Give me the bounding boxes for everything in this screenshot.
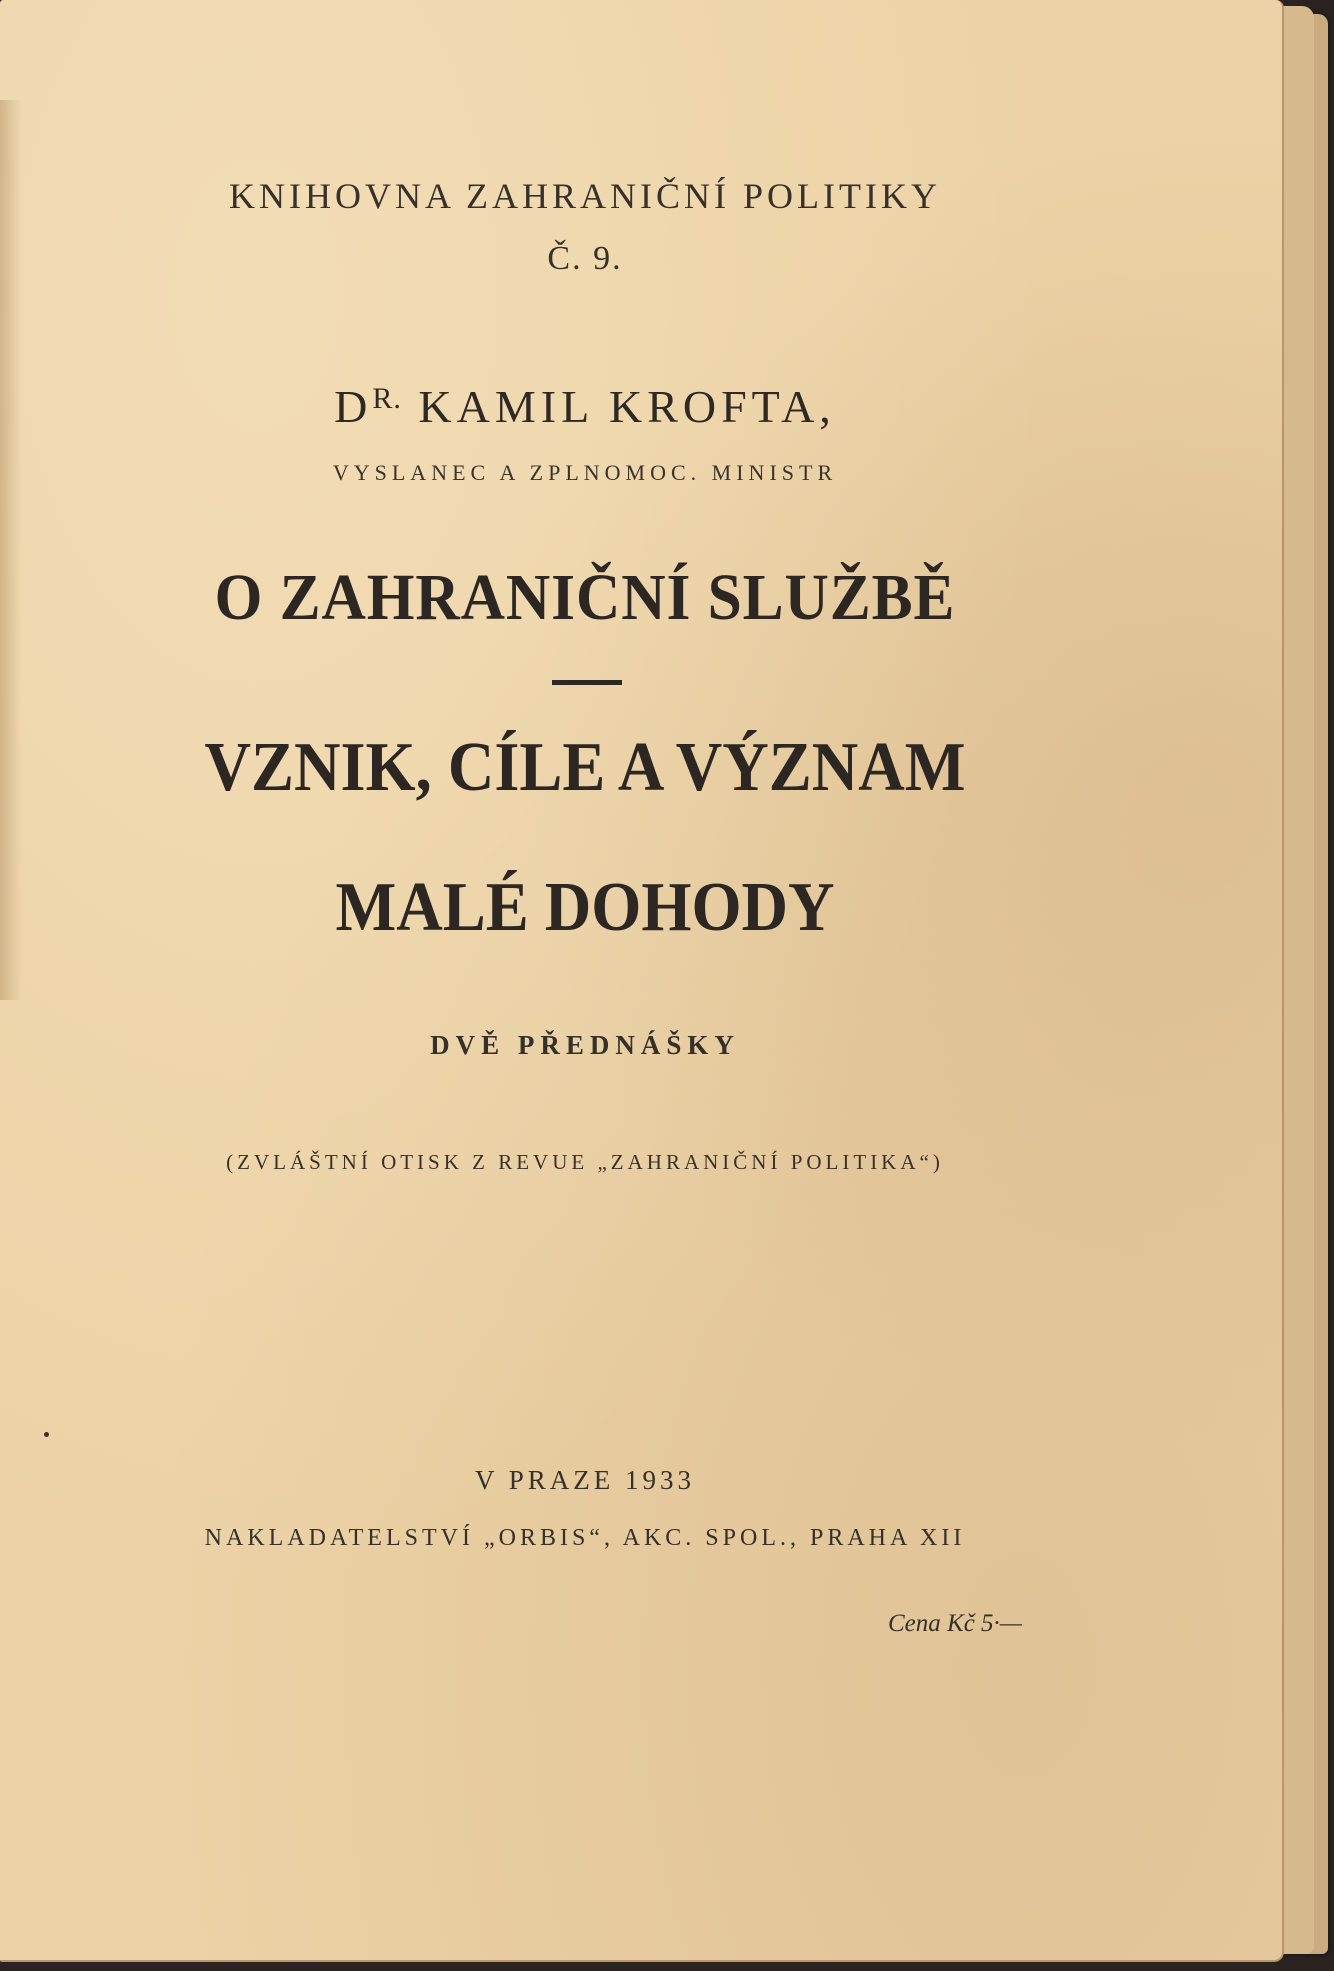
price: Cena Kč 5·— — [888, 1610, 1023, 1637]
author-name: KAMIL KROFTA, — [418, 381, 836, 432]
subtitle: DVĚ PŘEDNÁŠKY — [430, 1030, 740, 1060]
title-line-2: VZNIK, CÍLE A VÝZNAM — [204, 729, 966, 806]
series-title: KNIHOVNA ZAHRANIČNÍ POLITIKY — [229, 176, 941, 216]
series-number: Č. 9. — [547, 240, 623, 277]
edge-wear — [0, 100, 22, 1000]
publisher: NAKLADATELSTVÍ „ORBIS“, AKC. SPOL., PRAHA XII — [204, 1525, 966, 1551]
title-line-3: MALÉ DOHODY — [335, 869, 835, 946]
author-title: VYSLANEC A ZPLNOMOC. MINISTR — [332, 460, 838, 485]
paper-speck — [44, 1432, 49, 1437]
author — [0, 380, 1170, 433]
place-year: V PRAZE 1933 — [474, 1465, 696, 1495]
author-prefix-sup: R. — [372, 382, 402, 415]
reprint-note: (ZVLÁŠTNÍ OTISK Z REVUE „ZAHRANIČNÍ POLITIKA“) — [226, 1150, 944, 1174]
title-divider — [552, 680, 622, 685]
title-line-1: O ZAHRANIČNÍ SLUŽBĚ — [214, 561, 956, 634]
author-prefix: D — [334, 381, 373, 432]
